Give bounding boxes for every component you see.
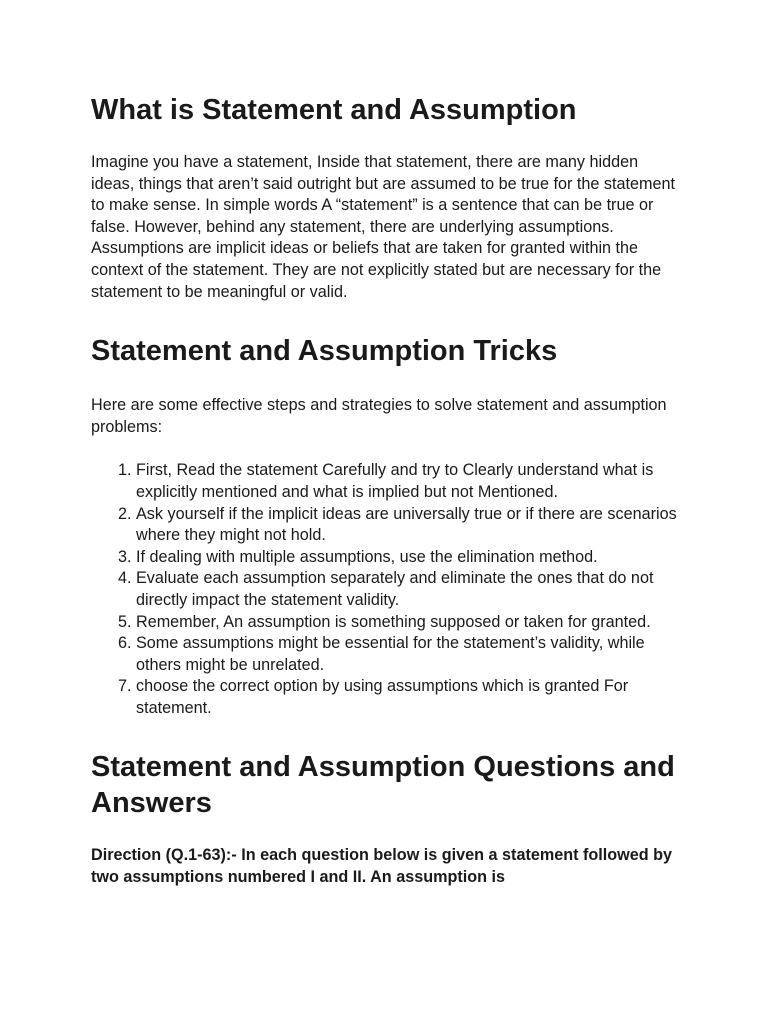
list-item: 3. If dealing with multiple assumptions, use the elimination method.	[136, 547, 678, 569]
intro-paragraph: Imagine you have a statement, Inside that statement, there are many hidden ideas, things that aren’t said outright but are assumed to be true for the statement to make sense. In simple words A “statement” is a sentence that can be true or false. However, behind any statement, there are underlying assumptions. Assumptions are implicit ideas or beliefs that are taken for granted within the context of the statement. They are not explicitly stated but are necessary for the statement to be meaningful or valid.	[91, 153, 675, 301]
direction-paragraph: Direction (Q.1-63):- In each question below is given a statement followed by two assumptions numbered I and II. An assumption is	[91, 846, 673, 887]
list-item: 5. Remember, An assumption is something supposed or taken for granted.	[136, 612, 678, 634]
list-item: 4. Evaluate each assumption separately and eliminate the ones that do not directly impact the statement validity.	[136, 568, 678, 611]
list-item: 6. Some assumptions might be essential for the statement’s validity, while others might be unrelated.	[136, 633, 678, 676]
list-item: 2. Ask yourself if the implicit ideas are universally true or if there are scenarios where they might not hold.	[136, 504, 678, 547]
section-heading-what-is: What is Statement and Assumption	[91, 94, 577, 126]
section-heading-questions: Statement and Assumption Questions and Answers	[91, 751, 675, 820]
list-item: 1. First, Read the statement Carefully and try to Clearly understand what is explicitly mentioned and what is implied but not Mentioned.	[136, 460, 678, 503]
tricks-steps-list	[91, 460, 678, 719]
tricks-intro-paragraph: Here are some effective steps and strategies to solve statement and assumption problems:	[91, 396, 667, 436]
section-heading-tricks: Statement and Assumption Tricks	[91, 335, 558, 368]
list-item: 7. choose the correct option by using assumptions which is granted For statement.	[136, 676, 678, 719]
